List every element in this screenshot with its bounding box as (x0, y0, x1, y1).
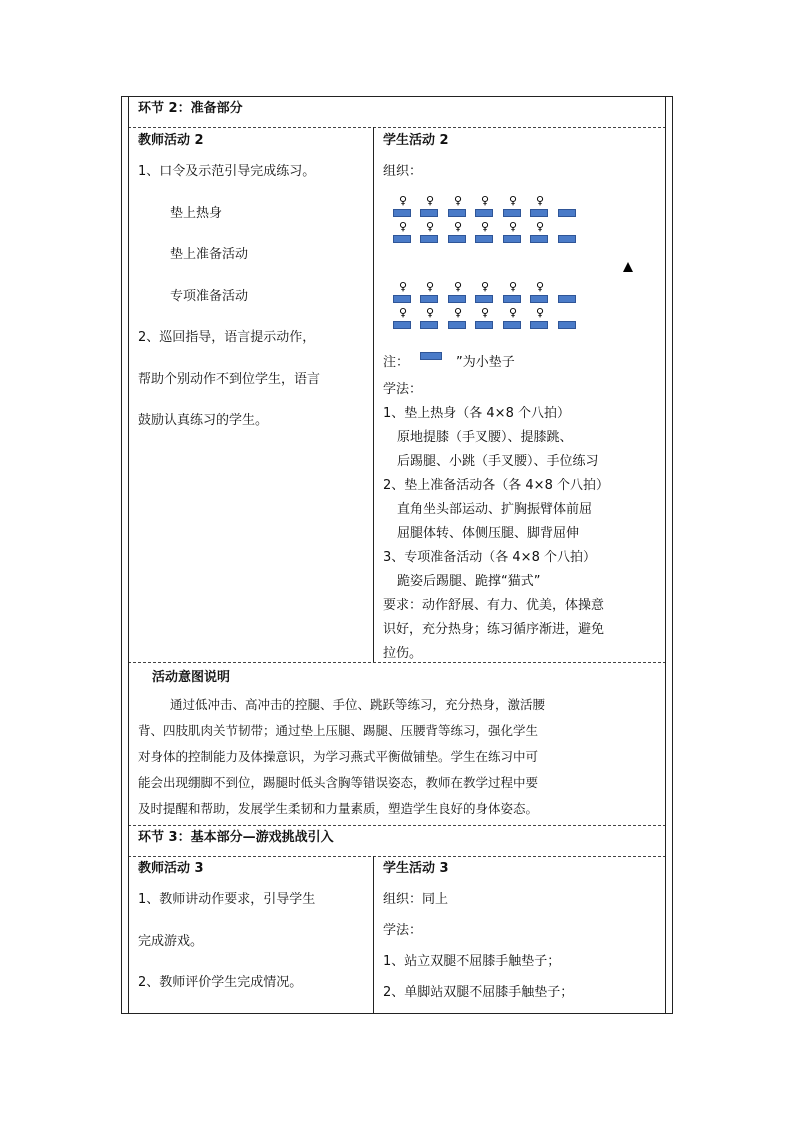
student-symbol: ♀ (481, 280, 490, 293)
intent-line: 通过低冲击、高冲击的控腿、手位、跳跃等练习，充分热身，激活腰 (170, 697, 546, 712)
mat-icon (503, 235, 521, 243)
mat-icon (420, 295, 438, 303)
student-symbol: ♀ (426, 220, 435, 233)
column-divider (128, 96, 129, 1014)
mat-icon (475, 295, 493, 303)
student-activity-3-title: 学生活动 3 (383, 861, 449, 876)
mat-icon (448, 209, 466, 217)
row-divider (128, 856, 666, 857)
mat-icon (530, 235, 548, 243)
student-symbol: ♀ (399, 280, 408, 293)
student-symbol: ♀ (454, 220, 463, 233)
teacher-activity-3-title: 教师活动 3 (138, 861, 204, 876)
mat-legend-icon (420, 352, 442, 360)
student2-line: 1、垫上热身（各 4×8 个八拍） (383, 406, 570, 421)
student-symbol: ♀ (509, 220, 518, 233)
intent-line: 及时提醒和帮助，发展学生柔韧和力量素质，塑造学生良好的身体姿态。 (138, 801, 539, 816)
student3-line: 组织：同上 (383, 892, 449, 907)
column-divider (373, 856, 374, 1014)
student3-line: 1、站立双腿不屈膝手触垫子； (383, 954, 561, 969)
column-divider (665, 96, 666, 1014)
row-divider (128, 825, 666, 826)
mat-icon (530, 209, 548, 217)
teacher2-line: 垫上热身 (170, 206, 223, 221)
intent-line: 对身体的控制能力及体操意识，为学习燕式平衡做铺垫。学生在练习中可 (138, 749, 539, 764)
teacher3-line: 完成游戏。 (138, 934, 204, 949)
teacher2-line: 专项准备活动 (170, 289, 249, 304)
mat-icon (503, 321, 521, 329)
section2-title: 环节 2：准备部分 (138, 101, 243, 116)
formation-diagram (383, 195, 653, 335)
mat-icon (393, 295, 411, 303)
student-activity-2-title: 学生活动 2 (383, 133, 449, 148)
student2-line: 识好，充分热身；练习循序渐进，避免 (383, 622, 605, 637)
mat-icon (448, 321, 466, 329)
student2-line: 屈腿体转、体侧压腿、脚背屈伸 (397, 526, 580, 541)
student-symbol: ♀ (481, 194, 490, 207)
student-symbol: ♀ (454, 306, 463, 319)
teacher2-line: 1、口令及示范引导完成练习。 (138, 164, 316, 179)
teacher3-line: 2、教师评价学生完成情况。 (138, 975, 303, 990)
mat-icon (558, 209, 576, 217)
student-symbol: ♀ (536, 220, 545, 233)
column-divider (373, 127, 374, 662)
student2-line: 学法： (383, 382, 423, 397)
student-symbol: ♀ (426, 306, 435, 319)
intent-line: 背、四肢肌肉关节韧带；通过垫上压腿、踢腿、压腰背等练习，强化学生 (138, 723, 539, 738)
mat-icon (558, 321, 576, 329)
mat-icon (393, 235, 411, 243)
mat-icon (530, 321, 548, 329)
mat-icon (475, 209, 493, 217)
student-symbol: ♀ (536, 306, 545, 319)
student2-line: 拉伤。 (383, 646, 423, 661)
teacher2-line: 2、巡回指导，语言提示动作， (138, 330, 316, 345)
organization-label: 组织： (383, 164, 423, 179)
teacher3-line: 1、教师讲动作要求，引导学生 (138, 892, 316, 907)
mat-icon (530, 295, 548, 303)
mat-icon (558, 295, 576, 303)
teacher-activity-2-title: 教师活动 2 (138, 133, 204, 148)
student2-line: 直角坐头部运动、扩胸振臂体前屈 (397, 502, 593, 517)
mat-icon (393, 209, 411, 217)
student-symbol: ♀ (399, 306, 408, 319)
mat-icon (420, 235, 438, 243)
student2-line: 要求：动作舒展、有力、优美，体操意 (383, 598, 605, 613)
student-symbol: ♀ (481, 306, 490, 319)
mat-icon (503, 209, 521, 217)
teacher-position-marker (623, 262, 633, 272)
intent-title: 活动意图说明 (152, 670, 231, 685)
mat-icon (448, 295, 466, 303)
teacher2-line: 鼓励认真练习的学生。 (138, 413, 269, 428)
student2-line: 3、专项准备活动（各 4×8 个八拍） (383, 550, 596, 565)
section3-title: 环节 3：基本部分—游戏挑战引入 (138, 830, 334, 845)
mat-note-prefix: 注： (383, 355, 410, 370)
student-symbol: ♀ (399, 194, 408, 207)
student2-line: 2、垫上准备活动各（各 4×8 个八拍） (383, 478, 609, 493)
mat-icon (475, 235, 493, 243)
student-symbol: ♀ (481, 220, 490, 233)
mat-icon (448, 235, 466, 243)
mat-icon (420, 209, 438, 217)
mat-note-suffix: ”为小垫子 (456, 355, 515, 370)
mat-icon (558, 235, 576, 243)
student-symbol: ♀ (454, 280, 463, 293)
mat-icon (475, 321, 493, 329)
student-symbol: ♀ (399, 220, 408, 233)
teacher2-line: 垫上准备活动 (170, 247, 249, 262)
mat-icon (420, 321, 438, 329)
teacher2-line: 帮助个别动作不到位学生，语言 (138, 372, 321, 387)
student-symbol: ♀ (509, 306, 518, 319)
student2-line: 后踢腿、小跳（手叉腰）、手位练习 (397, 454, 599, 469)
student3-line: 2、单脚站双腿不屈膝手触垫子； (383, 985, 574, 1000)
row-divider (128, 127, 666, 128)
student-symbol: ♀ (536, 280, 545, 293)
student-symbol: ♀ (509, 280, 518, 293)
student-symbol: ♀ (536, 194, 545, 207)
intent-line: 能会出现绷脚不到位，踢腿时低头含胸等错误姿态，教师在教学过程中要 (138, 775, 539, 790)
student-symbol: ♀ (454, 194, 463, 207)
mat-icon (393, 321, 411, 329)
student2-line: 原地提膝（手叉腰）、提膝跳、 (397, 430, 573, 445)
student3-line: 学法： (383, 923, 423, 938)
student-symbol: ♀ (509, 194, 518, 207)
student-symbol: ♀ (426, 194, 435, 207)
student-symbol: ♀ (426, 280, 435, 293)
student2-line: 跪姿后踢腿、跪撑“猫式” (397, 574, 541, 589)
mat-icon (503, 295, 521, 303)
